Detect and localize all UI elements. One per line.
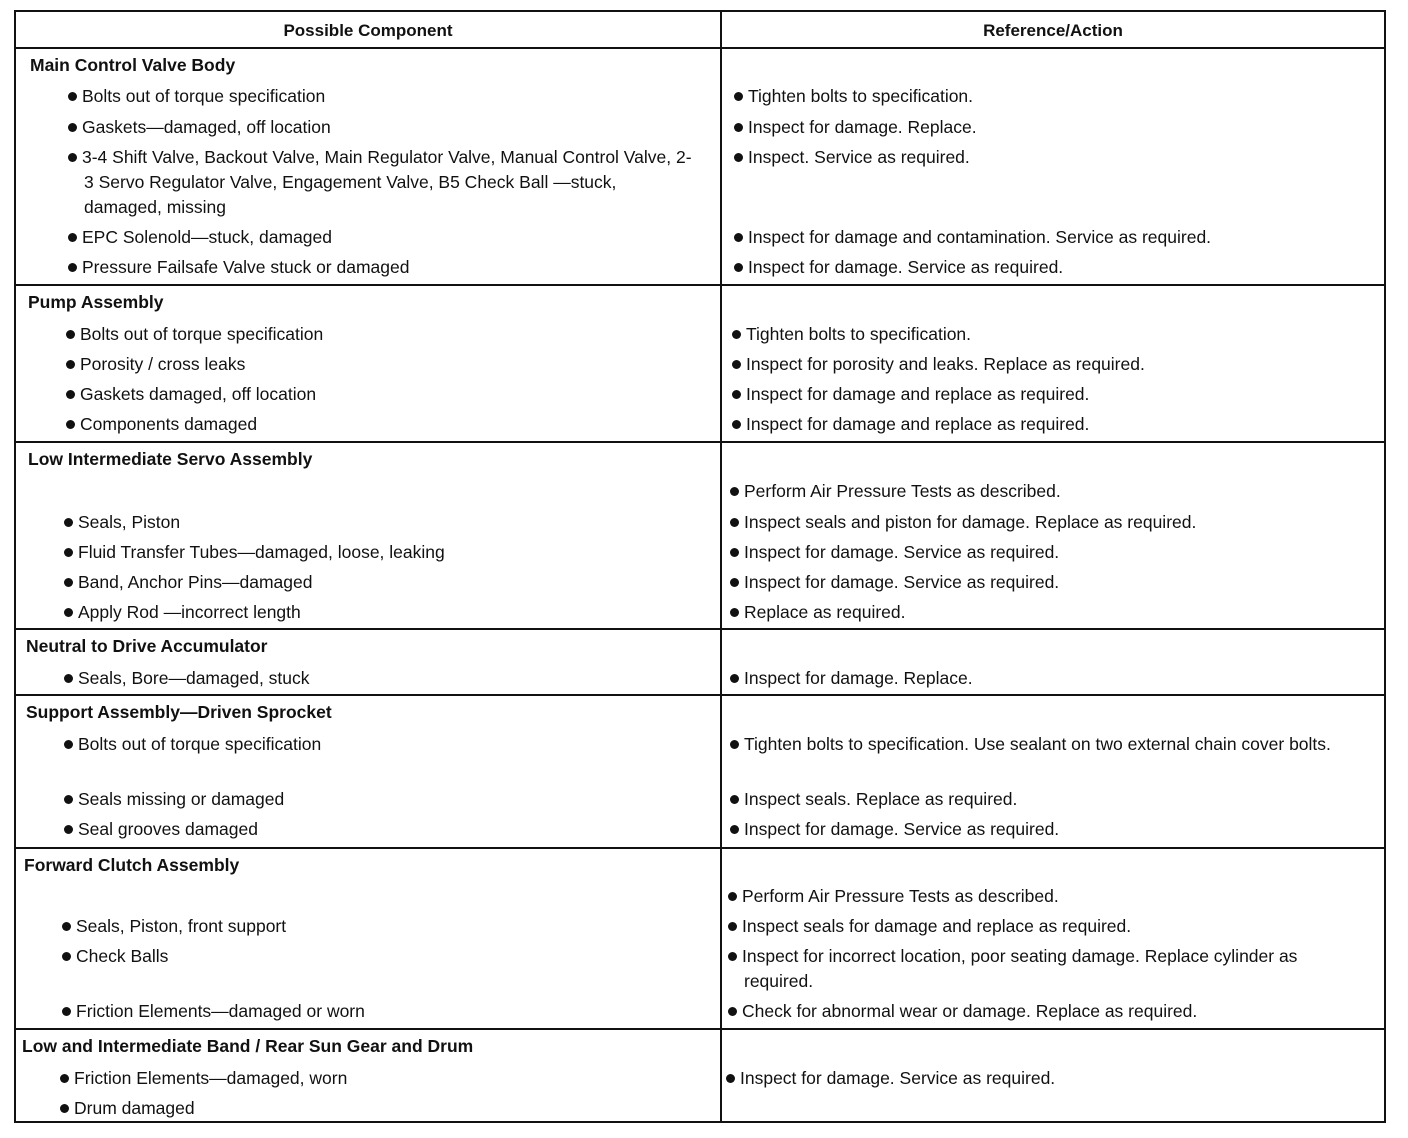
section-title: Support Assembly—Driven Sprocket xyxy=(26,702,332,722)
action-item: Inspect for damage. Service as required. xyxy=(730,570,1370,595)
bullet-icon xyxy=(66,390,75,399)
component-item: Seal grooves damaged xyxy=(64,817,704,842)
action-item: Check for abnormal wear or damage. Replace as required. xyxy=(728,999,1368,1024)
bullet-icon xyxy=(730,795,739,804)
action-item: Perform Air Pressure Tests as described. xyxy=(728,884,1368,909)
bullet-icon xyxy=(728,952,737,961)
section-pump-assembly xyxy=(16,286,1384,443)
section-support-assembly xyxy=(16,696,1384,849)
action-item: Tighten bolts to specification. Use sealant on two external chain cover bolts. xyxy=(730,732,1376,757)
bullet-icon xyxy=(734,263,743,272)
action-item: Inspect for damage. Service as required. xyxy=(734,255,1374,280)
section-title: Neutral to Drive Accumulator xyxy=(26,636,268,656)
action-item: Inspect for damage. Replace. xyxy=(734,115,1374,140)
component-item: Pressure Failsafe Valve stuck or damaged xyxy=(68,255,708,280)
bullet-icon xyxy=(734,153,743,162)
bullet-icon xyxy=(68,233,77,242)
bullet-icon xyxy=(730,674,739,683)
section-title: Forward Clutch Assembly xyxy=(24,855,240,875)
component-item: Seals missing or damaged xyxy=(64,787,704,812)
bullet-icon xyxy=(734,92,743,101)
bullet-icon xyxy=(68,123,77,132)
component-item: Friction Elements—damaged, worn xyxy=(60,1066,700,1091)
section-low-intermediate-servo xyxy=(16,443,1384,630)
component-item: Seals, Piston xyxy=(64,510,704,535)
component-item: Components damaged xyxy=(66,412,706,437)
bullet-icon xyxy=(68,153,77,162)
component-item: Seals, Bore—damaged, stuck xyxy=(64,666,704,691)
bullet-icon xyxy=(728,892,737,901)
bullet-icon xyxy=(732,420,741,429)
bullet-icon xyxy=(732,360,741,369)
bullet-icon xyxy=(64,740,73,749)
section-title: Low and Intermediate Band / Rear Sun Gear and Drum xyxy=(22,1036,474,1056)
action-item: Tighten bolts to specification. xyxy=(732,322,1372,347)
bullet-icon xyxy=(730,578,739,587)
component-item: Drum damaged xyxy=(60,1096,700,1121)
action-item: Inspect for incorrect location, poor seating damage. Replace cylinder as required. xyxy=(728,944,1364,994)
action-item: Inspect for damage and contamination. Service as required. xyxy=(734,225,1374,250)
action-item: Inspect seals for damage and replace as required. xyxy=(728,914,1368,939)
component-item: Friction Elements—damaged or worn xyxy=(62,999,702,1024)
bullet-icon xyxy=(62,922,71,931)
bullet-icon xyxy=(64,578,73,587)
section-title: Main Control Valve Body xyxy=(30,55,236,75)
bullet-icon xyxy=(62,1007,71,1016)
bullet-icon xyxy=(732,330,741,339)
component-item: Seals, Piston, front support xyxy=(62,914,702,939)
bullet-icon xyxy=(726,1074,735,1083)
bullet-icon xyxy=(734,123,743,132)
action-item: Inspect seals. Replace as required. xyxy=(730,787,1370,812)
action-item: Inspect for damage and replace as required. xyxy=(732,382,1372,407)
bullet-icon xyxy=(64,548,73,557)
bullet-icon xyxy=(730,740,739,749)
troubleshooting-table xyxy=(14,10,1386,1123)
header-reference-action: Reference/Action xyxy=(983,21,1123,40)
bullet-icon xyxy=(64,825,73,834)
component-item: Bolts out of torque specification xyxy=(68,84,708,109)
bullet-icon xyxy=(730,548,739,557)
bullet-icon xyxy=(64,674,73,683)
bullet-icon xyxy=(730,487,739,496)
component-item: 3-4 Shift Valve, Backout Valve, Main Regulator Valve, Manual Control Valve, 2-3 Servo Regulator Valve, Engagement Valve, B5 Check Ball —stuck, damaged, missing xyxy=(68,145,694,220)
component-item: Bolts out of torque specification xyxy=(66,322,706,347)
bullet-icon xyxy=(64,518,73,527)
action-item: Inspect for damage. Service as required. xyxy=(730,817,1370,842)
bullet-icon xyxy=(62,952,71,961)
action-item: Inspect for porosity and leaks. Replace as required. xyxy=(732,352,1372,377)
bullet-icon xyxy=(68,92,77,101)
section-title: Low Intermediate Servo Assembly xyxy=(28,449,313,469)
bullet-icon xyxy=(66,420,75,429)
bullet-icon xyxy=(728,1007,737,1016)
bullet-icon xyxy=(730,608,739,617)
action-item: Perform Air Pressure Tests as described. xyxy=(730,479,1370,504)
section-forward-clutch-assembly xyxy=(16,849,1384,1030)
action-item: Tighten bolts to specification. xyxy=(734,84,1374,109)
bullet-icon xyxy=(734,233,743,242)
action-item: Replace as required. xyxy=(730,600,1370,625)
action-item: Inspect. Service as required. xyxy=(734,145,1374,170)
component-item: Gaskets—damaged, off location xyxy=(68,115,708,140)
bullet-icon xyxy=(60,1074,69,1083)
action-item: Inspect seals and piston for damage. Replace as required. xyxy=(730,510,1370,535)
action-item: Inspect for damage. Service as required. xyxy=(730,540,1370,565)
bullet-icon xyxy=(730,825,739,834)
action-item: Inspect for damage. Replace. xyxy=(730,666,1370,691)
action-item: Inspect for damage and replace as required. xyxy=(732,412,1372,437)
bullet-icon xyxy=(60,1104,69,1113)
table-header xyxy=(16,12,1384,49)
component-item: Porosity / cross leaks xyxy=(66,352,706,377)
component-item: Bolts out of torque specification xyxy=(64,732,704,757)
component-item: Fluid Transfer Tubes—damaged, loose, leaking xyxy=(64,540,704,565)
component-item: Apply Rod —incorrect length xyxy=(64,600,704,625)
bullet-icon xyxy=(66,360,75,369)
bullet-icon xyxy=(64,795,73,804)
header-possible-component: Possible Component xyxy=(283,21,453,40)
action-item: Inspect for damage. Service as required. xyxy=(726,1066,1366,1091)
section-main-control-valve-body xyxy=(16,49,1384,286)
section-neutral-to-drive-accumulator xyxy=(16,630,1384,696)
component-item: Gaskets damaged, off location xyxy=(66,382,706,407)
bullet-icon xyxy=(64,608,73,617)
bullet-icon xyxy=(728,922,737,931)
bullet-icon xyxy=(730,518,739,527)
bullet-icon xyxy=(68,263,77,272)
component-item: EPC Solenold—stuck, damaged xyxy=(68,225,708,250)
section-title: Pump Assembly xyxy=(28,292,164,312)
bullet-icon xyxy=(732,390,741,399)
component-item: Band, Anchor Pins—damaged xyxy=(64,570,704,595)
section-low-intermediate-band xyxy=(16,1030,1384,1122)
bullet-icon xyxy=(66,330,75,339)
component-item: Check Balls xyxy=(62,944,702,969)
